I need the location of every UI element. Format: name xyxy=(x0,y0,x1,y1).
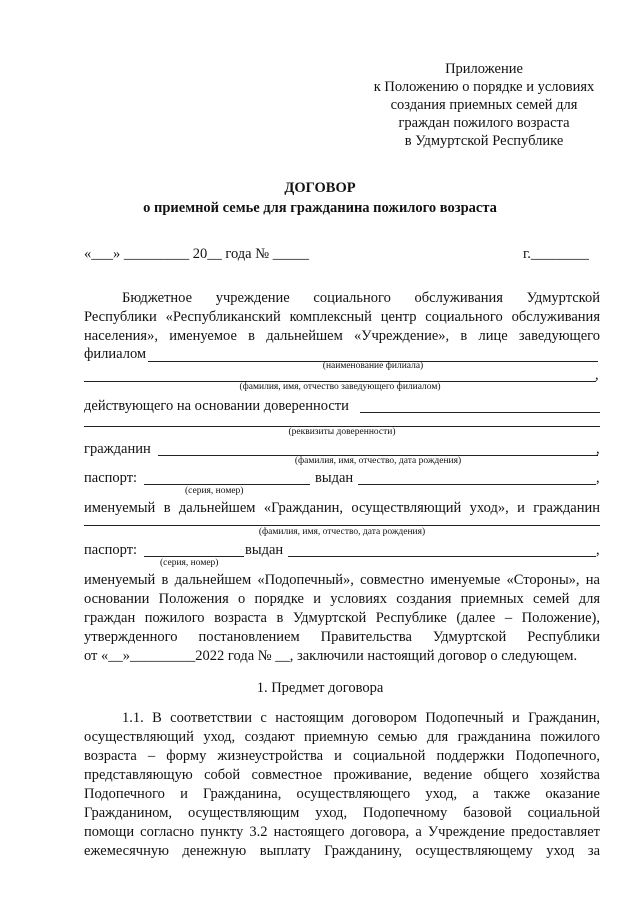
appendix-line: Приложение xyxy=(445,61,523,77)
series2-caption: (серия, номер) xyxy=(160,558,219,568)
appendix-line: создания приемных семей для xyxy=(390,97,578,113)
named-caregiver-line: именуемый в дальнейшем «Гражданин, осуществляющий уход», и гражданин xyxy=(84,500,600,516)
ward-line-last: от «__»_________2022 года № __, заключили настоящий договор о следующем. xyxy=(84,648,578,664)
power-caption: (реквизиты доверенности) xyxy=(288,427,396,437)
section-line: Подопечного и Гражданина, осуществляющего уход, а также оказание xyxy=(84,786,600,802)
citizen2-caption: (фамилия, имя, отчество, дата рождения) xyxy=(258,527,426,537)
ward-line: утвержденного постановлением Правительства Удмуртской Республики xyxy=(84,629,600,645)
document-title: ДОГОВОР xyxy=(284,180,356,196)
power-field-line xyxy=(360,412,600,413)
comma: , xyxy=(595,367,599,383)
section-line: осуществляющий уход, создают приемную семью для гражданина пожилого xyxy=(84,729,600,745)
intro-line: Бюджетное учреждение социального обслуживания Удмуртской xyxy=(122,290,600,306)
citizen-caption: (фамилия, имя, отчество, дата рождения) xyxy=(294,456,462,466)
power-label: действующего на основании доверенности xyxy=(84,398,349,414)
section-line: помощи согласно пункту 3.2 настоящего договора, а Учреждение предоставляет xyxy=(84,824,600,840)
section-line: ежемесячную денежную выплату Гражданину, осуществляющему уход за xyxy=(84,843,600,859)
issued2-field-line xyxy=(288,556,596,557)
appendix-line: граждан пожилого возраста xyxy=(398,115,570,131)
comma: , xyxy=(596,470,600,486)
appendix-line: к Положению о порядке и условиях xyxy=(373,79,595,95)
citizen-label: гражданин xyxy=(84,441,151,457)
appendix-line: в Удмуртской Республике xyxy=(404,133,564,149)
issued2-label: выдан xyxy=(245,542,284,558)
intro-line: населения», именуемое в дальнейшем «Учреждение», в лице заведующего xyxy=(84,328,600,344)
section-line: представляющую собой совместное проживание, ведение общего хозяйства xyxy=(84,767,600,783)
city-line: г.________ xyxy=(523,246,589,262)
section-line: возраста – форму жизнеустройства и социальной поддержки Подопечного, xyxy=(84,748,600,764)
comma: , xyxy=(596,441,600,457)
ward-line: граждан пожилого возраста в Удмуртской Республике (далее – Положение), xyxy=(84,610,600,626)
filial-label: филиалом xyxy=(84,346,147,362)
passport2-field-line xyxy=(144,556,244,557)
section-line: Гражданином, осуществляющим уход, Подопечному базовой социальной xyxy=(84,805,600,821)
section-line: 1.1. В соответствии с настоящим договором Подопечный и Гражданин, xyxy=(122,710,600,726)
series-caption: (серия, номер) xyxy=(185,486,244,496)
passport2-label: паспорт: xyxy=(84,542,138,558)
section-heading: 1. Предмет договора xyxy=(256,680,384,696)
ward-line: основании Положения о порядке и условиях создания приемных семей для xyxy=(84,591,600,607)
intro-line: Республики «Республиканский комплексный центр социального обслуживания xyxy=(84,309,600,325)
ward-line: именуемый в дальнейшем «Подопечный», совместно именуемые «Стороны», на xyxy=(84,572,600,588)
passport-field-line xyxy=(144,484,310,485)
filial-caption: (наименование филиала) xyxy=(322,361,424,371)
head-name-caption: (фамилия, имя, отчество заведующего филиалом) xyxy=(239,382,441,392)
issued-label: выдан xyxy=(315,470,354,486)
comma: , xyxy=(596,542,600,558)
passport-label: паспорт: xyxy=(84,470,138,486)
document-subtitle: о приемной семье для гражданина пожилого возраста xyxy=(143,200,497,216)
issued-field-line xyxy=(358,484,596,485)
citizen2-field-line xyxy=(84,525,600,526)
date-number-line: «___» _________ 20__ года № _____ xyxy=(84,246,309,262)
